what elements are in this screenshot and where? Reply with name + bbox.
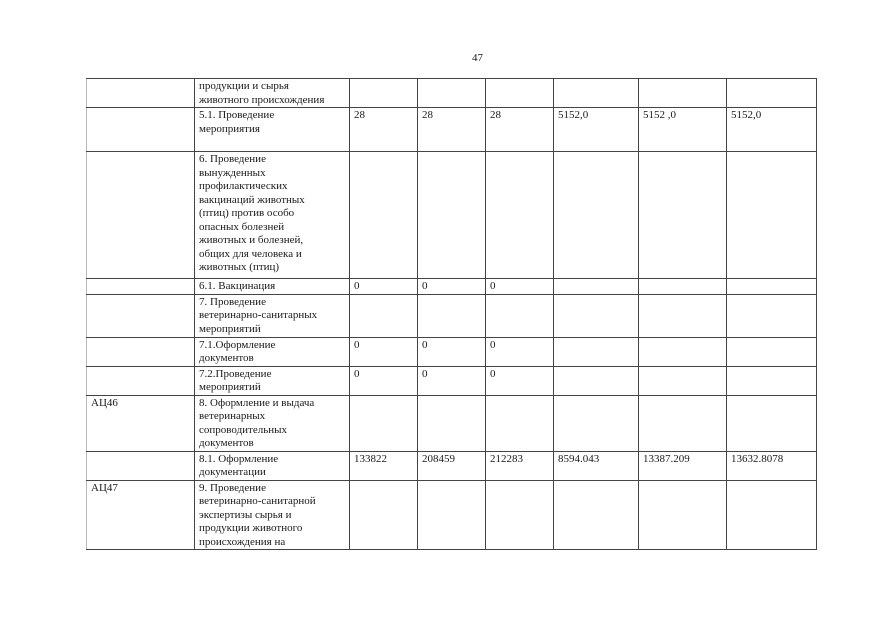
- value-cell: 0: [350, 279, 418, 295]
- table-row: [87, 279, 817, 295]
- table-row: [87, 366, 817, 395]
- value-cell: [350, 395, 418, 451]
- table-row: [87, 451, 817, 480]
- value-cell: 0: [486, 366, 554, 395]
- value-cell: 13632.8078: [727, 451, 817, 480]
- value-cell: 0: [350, 366, 418, 395]
- value-cell: 0: [350, 337, 418, 366]
- row-code: [87, 294, 195, 337]
- value-cell: 0: [486, 337, 554, 366]
- row-code: АЦ47: [87, 480, 195, 550]
- row-description: 8. Оформление и выдача ветеринарных сопроводительных документов: [195, 395, 350, 451]
- value-cell: [350, 480, 418, 550]
- row-code: [87, 152, 195, 279]
- row-description: 6. Проведение вынужденных профилактических вакцинаций животных (птиц) против особо опасных болезней животных и болезней, общих для человека и животных (птиц): [195, 152, 350, 279]
- row-description: 9. Проведение ветеринарно-санитарной экспертизы сырья и продукции животного происхождения на: [195, 480, 350, 550]
- value-cell: [350, 294, 418, 337]
- value-cell: [486, 294, 554, 337]
- value-cell: [554, 480, 639, 550]
- value-cell: [554, 337, 639, 366]
- value-cell: 208459: [418, 451, 486, 480]
- value-cell: [554, 294, 639, 337]
- value-cell: 8594.043: [554, 451, 639, 480]
- value-cell: [639, 279, 727, 295]
- value-cell: [639, 294, 727, 337]
- value-cell: 0: [418, 279, 486, 295]
- value-cell: [486, 79, 554, 108]
- value-cell: 133822: [350, 451, 418, 480]
- value-cell: [727, 152, 817, 279]
- row-description: 7.1.Оформление документов: [195, 337, 350, 366]
- value-cell: 0: [418, 366, 486, 395]
- value-cell: 0: [486, 279, 554, 295]
- value-cell: 0: [418, 337, 486, 366]
- value-cell: [639, 152, 727, 279]
- table-row: [87, 395, 817, 451]
- value-cell: [727, 366, 817, 395]
- table-row: [87, 152, 817, 279]
- value-cell: [727, 337, 817, 366]
- value-cell: [727, 480, 817, 550]
- row-code: АЦ46: [87, 395, 195, 451]
- value-cell: 5152,0: [554, 108, 639, 152]
- row-description: 7. Проведение ветеринарно-санитарных мероприятий: [195, 294, 350, 337]
- document-table: [86, 78, 817, 550]
- table-row: [87, 108, 817, 152]
- value-cell: [350, 79, 418, 108]
- row-description: продукции и сырья животного происхождения: [195, 79, 350, 108]
- row-code: [87, 108, 195, 152]
- table-row: [87, 294, 817, 337]
- value-cell: [727, 279, 817, 295]
- value-cell: [727, 395, 817, 451]
- row-description: 7.2.Проведение мероприятий: [195, 366, 350, 395]
- value-cell: [418, 294, 486, 337]
- value-cell: 28: [486, 108, 554, 152]
- row-code: [87, 451, 195, 480]
- table-row: [87, 337, 817, 366]
- value-cell: [554, 79, 639, 108]
- table-row: [87, 79, 817, 108]
- value-cell: [639, 337, 727, 366]
- value-cell: [727, 294, 817, 337]
- row-code: [87, 79, 195, 108]
- value-cell: 5152,0: [727, 108, 817, 152]
- value-cell: [486, 395, 554, 451]
- value-cell: [350, 152, 418, 279]
- value-cell: [639, 79, 727, 108]
- row-code: [87, 366, 195, 395]
- page-number: 47: [472, 52, 483, 64]
- value-cell: 13387.209: [639, 451, 727, 480]
- table-row: [87, 480, 817, 550]
- value-cell: [554, 152, 639, 279]
- value-cell: [418, 79, 486, 108]
- row-description: 8.1. Оформление документации: [195, 451, 350, 480]
- value-cell: [727, 79, 817, 108]
- value-cell: 5152 ,0: [639, 108, 727, 152]
- value-cell: 212283: [486, 451, 554, 480]
- row-description: 6.1. Вакцинация: [195, 279, 350, 295]
- value-cell: [486, 480, 554, 550]
- row-description: 5.1. Проведение мероприятия: [195, 108, 350, 152]
- value-cell: [418, 480, 486, 550]
- value-cell: 28: [418, 108, 486, 152]
- row-code: [87, 337, 195, 366]
- value-cell: [418, 395, 486, 451]
- value-cell: [418, 152, 486, 279]
- value-cell: [639, 395, 727, 451]
- row-code: [87, 279, 195, 295]
- value-cell: [554, 366, 639, 395]
- value-cell: [639, 366, 727, 395]
- value-cell: [639, 480, 727, 550]
- value-cell: [554, 279, 639, 295]
- value-cell: [554, 395, 639, 451]
- value-cell: [486, 152, 554, 279]
- value-cell: 28: [350, 108, 418, 152]
